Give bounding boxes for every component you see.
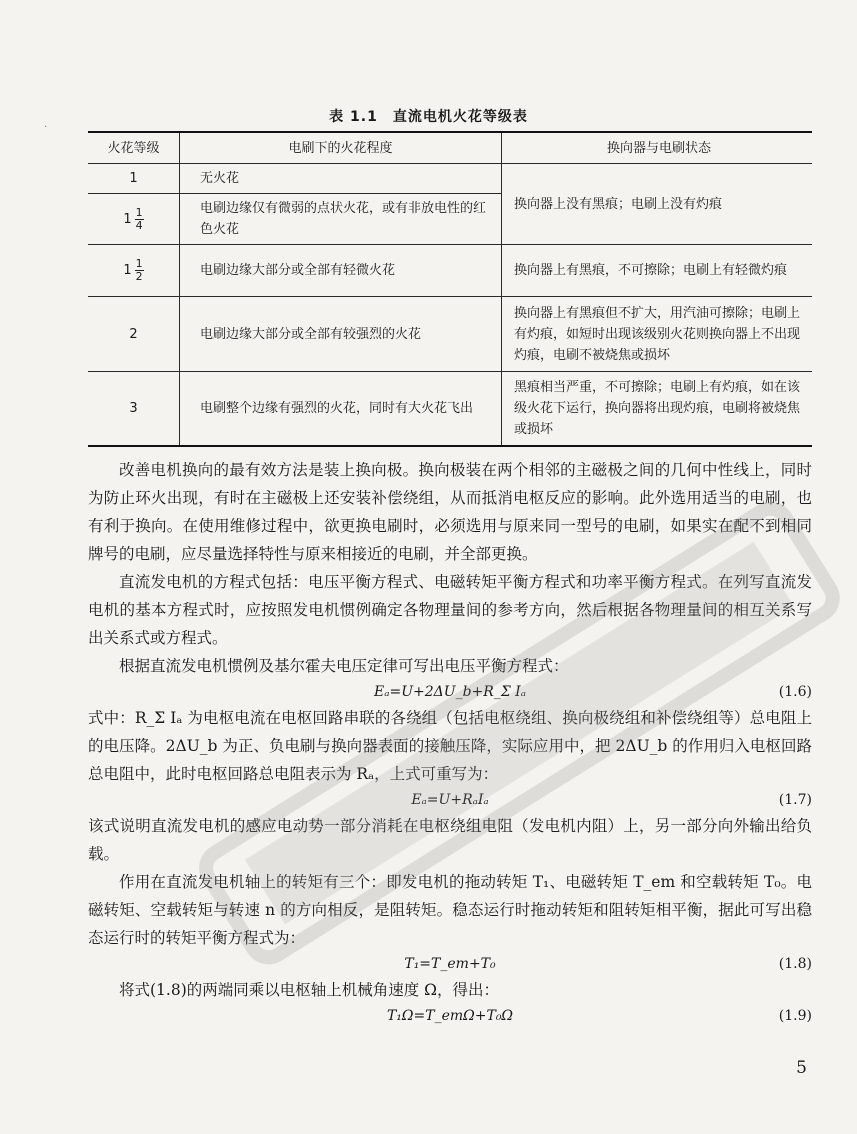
equation-text: Eₐ=U+RₐIₐ bbox=[411, 792, 489, 808]
body-text bbox=[88, 456, 812, 1028]
equation-number: (1.6) bbox=[778, 684, 812, 700]
equation-number: (1.8) bbox=[778, 956, 812, 972]
equation-text: Eₐ=U+2ΔU_b+R_Σ Iₐ bbox=[374, 684, 526, 700]
cell-level: 2 bbox=[88, 297, 180, 372]
cell-spark: 电刷整个边缘有强烈的火花，同时有大火花飞出 bbox=[180, 372, 502, 446]
cell-spark: 无火花 bbox=[180, 164, 502, 194]
cell-spark: 电刷边缘大部分或全部有较强烈的火花 bbox=[180, 297, 502, 372]
equation-1-7 bbox=[88, 788, 812, 812]
equation-number: (1.7) bbox=[778, 792, 812, 808]
cell-level: 1 bbox=[88, 164, 180, 194]
paragraph: 改善电机换向的最有效方法是装上换向极。换向极装在两个相邻的主磁极之间的几何中性线上，同时为防止环火出现，有时在主磁极上还安装补偿绕组，从而抵消电枢反应的影响。此外选用适当的电刷，也有利于换向。在使用维修过程中，欲更换电刷时，必须选用与原来同一型号的电刷，如果实在配不到相同牌号的电刷，应尽量选择特性与原来相接近的电刷，并全部更换。 bbox=[88, 461, 812, 563]
paragraph: 将式(1.8)的两端同乘以电枢轴上机械角速度 Ω，得出： bbox=[119, 981, 500, 999]
fraction-level: 1 1 4 bbox=[123, 205, 143, 232]
cell-state: 换向器上有黑痕，不可擦除；电刷上有轻微灼痕 bbox=[502, 245, 813, 297]
equation-1-8 bbox=[88, 952, 812, 976]
cell-state: 黑痕相当严重，不可擦除；电刷上有灼痕，如在该级火花下运行，换向器将出现灼痕，电刷将被烧焦或损坏 bbox=[502, 372, 813, 446]
cell-level bbox=[88, 245, 180, 297]
fraction-level: 1 1 2 bbox=[123, 257, 143, 283]
equation-1-6 bbox=[88, 680, 812, 704]
paragraph: 直流发电机的方程式包括：电压平衡方程式、电磁转矩平衡方程式和功率平衡方程式。在列写直流发电机的基本方程式时，应按照发电机惯例确定各物理量间的参考方向，然后根据各物理量间的相互关系写出关系式或方程式。 bbox=[88, 573, 812, 647]
table-row bbox=[88, 164, 812, 194]
paragraph: 该式说明直流发电机的感应电动势一部分消耗在电枢绕组电阻（发电机内阻）上，另一部分向外输出给负载。 bbox=[88, 817, 812, 863]
header-spark-level: 火花等级 bbox=[88, 132, 180, 164]
header-commutator-state: 换向器与电刷状态 bbox=[502, 132, 813, 164]
table-row bbox=[88, 372, 812, 446]
cell-spark: 电刷边缘大部分或全部有轻微火花 bbox=[180, 245, 502, 297]
table-row bbox=[88, 297, 812, 372]
cell-state: 换向器上没有黑痕；电刷上没有灼痕 bbox=[502, 164, 813, 245]
table-title: 表 1.1 直流电机火花等级表 bbox=[329, 109, 528, 125]
paragraph: 根据直流发电机惯例及基尔霍夫电压定律可写出电压平衡方程式： bbox=[119, 657, 569, 675]
equation-text: T₁Ω=T_emΩ+T₀Ω bbox=[386, 1008, 514, 1024]
table-header-row bbox=[88, 132, 812, 164]
equation-text: T₁=T_em+T₀ bbox=[404, 956, 496, 972]
paragraph: 作用在直流发电机轴上的转矩有三个：即发电机的拖动转矩 T₁、电磁转矩 T_em 和空载转矩 T₀。电磁转矩、空载转矩与转速 n 的方向相反，是阻转矩。稳态运行时拖动转矩和阻转矩相平衡，据此可写出稳态运行时的转矩平衡方程式为： bbox=[88, 873, 812, 947]
table-row bbox=[88, 245, 812, 297]
header-spark-degree: 电刷下的火花程度 bbox=[180, 132, 502, 164]
paragraph: 式中：R_Σ Iₐ 为电枢电流在电枢回路串联的各绕组（包括电枢绕组、换向极绕组和补偿绕组等）总电阻上的电压降。2ΔU_b 为正、负电刷与换向器表面的接触压降，实际应用中，把 2ΔU_b 的作用归入电枢回路总电阻中，此时电枢回路总电阻表示为 Rₐ，上式可重写为： bbox=[88, 709, 812, 783]
cell-spark: 电刷边缘仅有微弱的点状火花，或有非放电性的红色火花 bbox=[180, 194, 502, 245]
cell-level: 3 bbox=[88, 372, 180, 446]
margin-mark: · bbox=[44, 122, 48, 133]
cell-level bbox=[88, 194, 180, 245]
spark-level-table bbox=[88, 131, 812, 447]
equation-1-9 bbox=[88, 1004, 812, 1028]
page-number: 5 bbox=[796, 1058, 807, 1078]
cell-state: 换向器上有黑痕但不扩大，用汽油可擦除；电刷上有灼痕，如短时出现该级别火花则换向器上不出现灼痕，电刷不被烧焦或损坏 bbox=[502, 297, 813, 372]
equation-number: (1.9) bbox=[778, 1008, 812, 1024]
